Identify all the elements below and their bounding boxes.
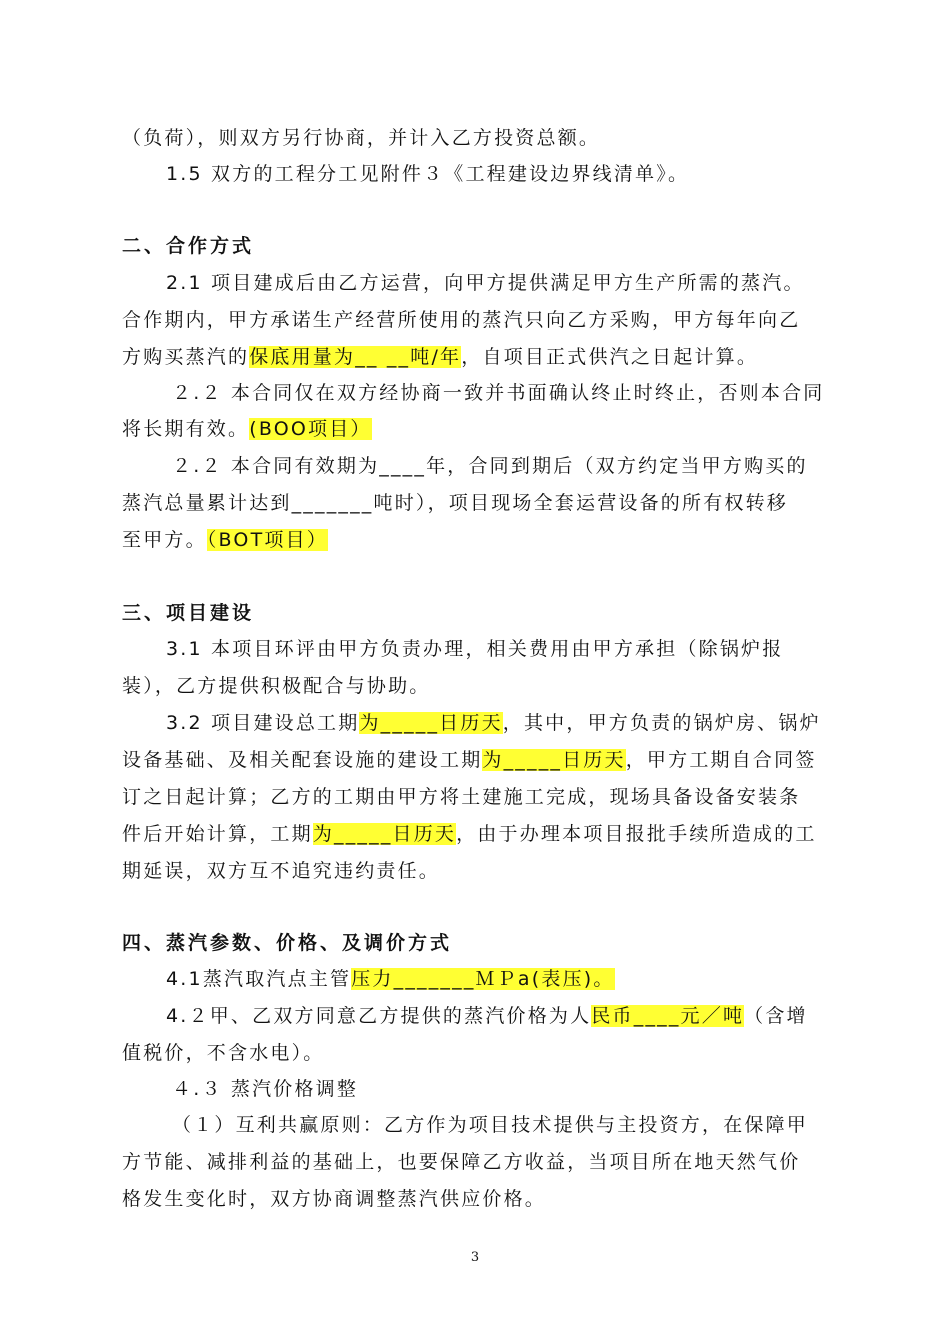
text-line: 订之日起计算；乙方的工期由甲方将土建施工完成，现场具备设备安装条 (122, 786, 801, 808)
text-line: 3.2 项目建设总工期为_____日历天，其中，甲方负责的锅炉房、锅炉 (166, 712, 821, 734)
section-heading: 四、蒸汽参数、价格、及调价方式 (122, 932, 453, 954)
highlighted-text: 为_____日历天 (359, 712, 503, 734)
text-line: 将长期有效。(BOO项目） (122, 418, 372, 440)
text-line: 蒸汽总量累计达到_______吨时），项目现场全套运营设备的所有权转移 (122, 492, 789, 514)
text-line: 4.1蒸汽取汽点主管压力_______ＭＰa(表压)。 (166, 968, 615, 990)
highlighted-text: 压力_______ＭＰa(表压)。 (351, 968, 615, 990)
highlighted-text: 为_____日历天 (482, 749, 626, 771)
text-line: 合作期内，甲方承诺生产经营所使用的蒸汽只向乙方采购，甲方每年向乙 (122, 309, 801, 331)
highlighted-text: 民币____元／吨 (591, 1005, 745, 1027)
text-line: （１）互利共赢原则：乙方作为项目技术提供与主投资方，在保障甲 (172, 1114, 809, 1136)
highlighted-text: （BOT项目） (206, 529, 328, 551)
text-line: ２.２ 本合同有效期为____年，合同到期后（双方约定当甲方购买的 (172, 455, 808, 477)
text-line: 2.1 项目建成后由乙方运营，向甲方提供满足甲方生产所需的蒸汽。 (166, 272, 805, 294)
section-heading: 二、合作方式 (122, 235, 255, 257)
text-line: （负荷），则双方另行协商，并计入乙方投资总额。 (122, 127, 601, 149)
highlighted-text: 为_____日历天 (312, 823, 457, 845)
highlighted-text: 保底用量为__ __吨/年 (249, 346, 462, 368)
text-line: 方节能、减排利益的基础上，也要保障乙方收益，当项目所在地天然气价 (122, 1151, 801, 1173)
text-line: 格发生变化时，双方协商调整蒸汽供应价格。 (122, 1188, 547, 1210)
text-line: 3.1 本项目环评由甲方负责办理，相关费用由甲方承担（除锅炉报 (166, 638, 784, 660)
page-number: 3 (470, 1250, 480, 1265)
text-line: ４.３ 蒸汽价格调整 (172, 1078, 359, 1100)
section-heading: 三、项目建设 (122, 602, 255, 624)
text-line: 方购买蒸汽的保底用量为__ __吨/年，自项目正式供汽之日起计算。 (122, 346, 759, 368)
highlighted-text: (BOO项目） (249, 418, 372, 440)
text-line: 装），乙方提供积极配合与协助。 (122, 675, 431, 697)
text-line: 1.5 双方的工程分工见附件３《工程建设边界线清单》。 (166, 163, 690, 185)
text-line: ２.２ 本合同仅在双方经协商一致并书面确认终止时终止，否则本合同 (172, 382, 825, 404)
text-line: 至甲方。（BOT项目） (122, 529, 328, 551)
text-line: 件后开始计算，工期为_____日历天，由于办理本项目报批手续所造成的工 (122, 823, 817, 845)
text-line: 期延误，双方互不追究违约责任。 (122, 860, 441, 882)
text-line: 值税价，不含水电）。 (122, 1042, 325, 1064)
text-line: 4.２甲、乙双方同意乙方提供的蒸汽价格为人民币____元／吨（含增 (166, 1005, 808, 1027)
text-line: 设备基础、及相关配套设施的建设工期为_____日历天，甲方工期自合同签 (122, 749, 817, 771)
